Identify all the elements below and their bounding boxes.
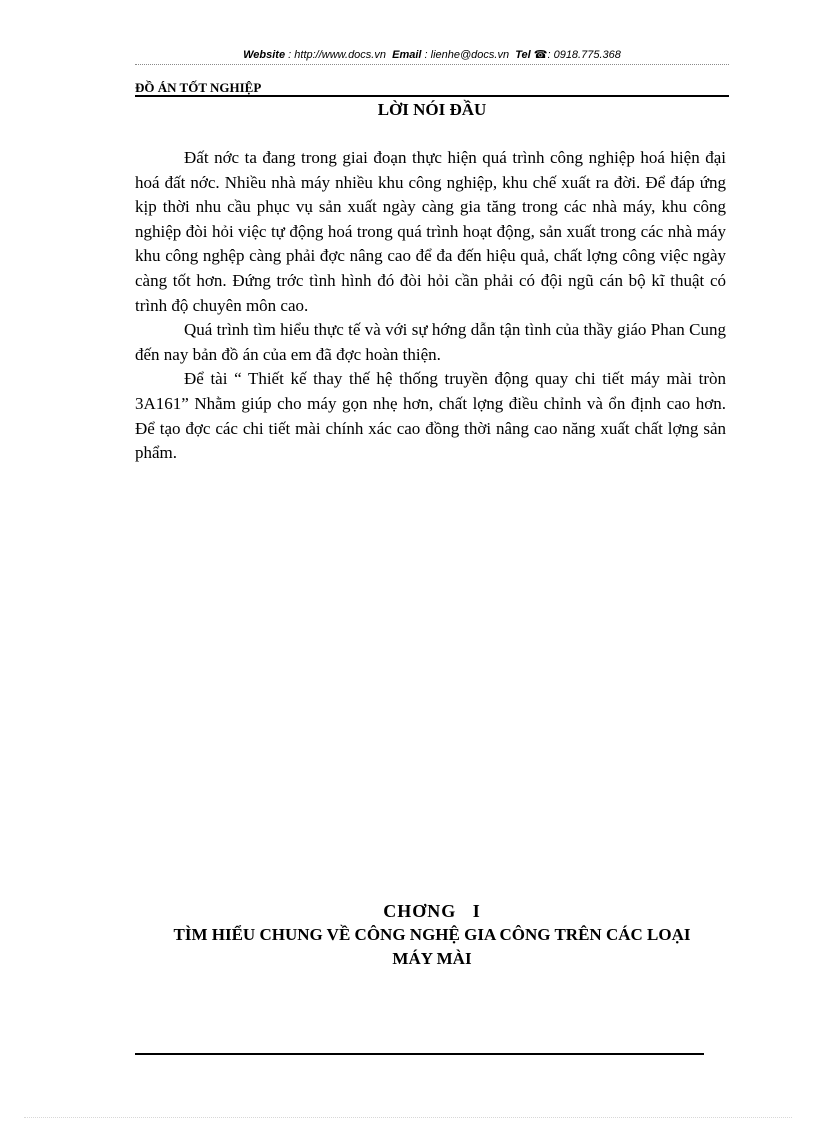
tel-label: Tel xyxy=(515,49,531,61)
chapter-number-line xyxy=(135,899,729,923)
bottom-divider xyxy=(135,1053,704,1055)
running-title: ĐỒ ÁN TỐT NGHIỆP xyxy=(135,81,729,97)
website-label: Website xyxy=(243,49,286,61)
paragraph: Quá trình tìm hiểu thực tế và với sự hớng dẫn tận tình của thầy giáo Phan Cung đến nay bản đồ án của em đã đợc hoàn thiện. xyxy=(135,320,726,364)
email-label: Email xyxy=(392,49,422,61)
tel-value: : 0918.775.368 xyxy=(547,49,621,61)
chapter-label: CHƠNG xyxy=(383,901,457,921)
phone-icon: ☎ xyxy=(533,49,548,61)
page-header-contact xyxy=(135,48,729,62)
website-value: : http://www.docs.vn xyxy=(288,49,386,61)
paragraph: Đất nớc ta đang trong giai đoạn thực hiện quá trình công nghiệp hoá hiện đại hoá đất nớc. Nhiều nhà máy nhiều khu công nghiệp, khu chế xuất ra đời. Để đáp ứng kịp thời nhu cầu phục vụ sản xuất ngày càng gia tăng trong các nhà máy, khu công nghiệp đòi hỏi việc tự động hoá trong quá trình hoạt động, sản xuất trong các nhà máy khu công nghệp càng phải đợc nâng cao để đa đến hiệu quả, chất lợng công việc ngày càng tốt hơn. Đứng trớc tình hình đó đòi hỏi cần phải có đội ngũ cán bộ kĩ thuật có trình độ chuyên môn cao. xyxy=(135,148,726,315)
preface-title: LỜI NÓI ĐẦU xyxy=(377,100,487,119)
chapter-number: I xyxy=(472,901,481,921)
chapter-title-line-2: MÁY MÀI xyxy=(392,949,472,968)
paragraph: Để tài “ Thiết kế thay thế hệ thống truyền động quay chi tiết máy mài tròn 3A161” Nhằm giúp cho máy gọn nhẹ hơn, chất lợng điều chỉnh và ổn định cao hơn. Để tạo đợc các chi tiết mài chính xác cao đồng thời nâng cao năng xuất chất lợng sản phẩm. xyxy=(135,369,726,463)
header-divider xyxy=(135,64,729,65)
preface-body xyxy=(135,146,726,466)
chapter-heading xyxy=(135,899,729,971)
email-value: : lienhe@docs.vn xyxy=(424,49,510,61)
footer-divider xyxy=(24,1117,792,1118)
chapter-title-line-1: TÌM HIỂU CHUNG VỀ CÔNG NGHỆ GIA CÔNG TRÊN CÁC LOẠI xyxy=(173,925,691,944)
